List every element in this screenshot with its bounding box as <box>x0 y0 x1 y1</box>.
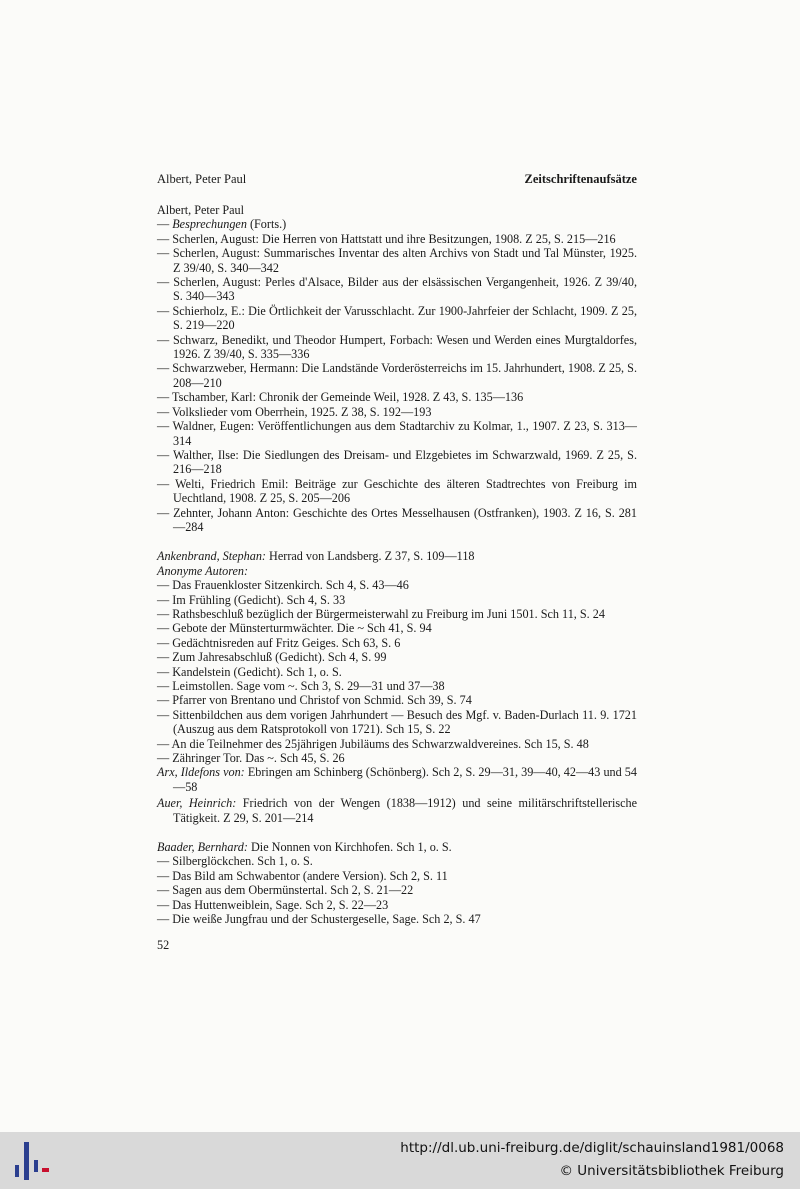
list-item: — Silberglöckchen. Sch 1, o. S. <box>157 854 313 869</box>
list-item: — Tschamber, Karl: Chronik der Gemeinde Weil, 1928. Z 43, S. 135—136 <box>157 390 524 405</box>
list-item: — Scherlen, August: Die Herren von Hattstatt und ihre Besitzungen, 1908. Z 25, S. 215—216 <box>157 231 616 246</box>
list-item: — Zehnter, Johann Anton: Geschichte des Ortes Messelhausen (Ostfranken), 1903. Z 16, S. 281—284 <box>157 505 637 534</box>
list-item: — Scherlen, August: Summarisches Inventar des alten Archivs von Stadt und Tal Münster, 1925. Z 39/40, S. 340—342 <box>157 246 637 275</box>
list-item: — Die weiße Jungfrau und der Schustergeselle, Sage. Sch 2, S. 47 <box>157 912 481 927</box>
list-item: — Zum Jahresabschluß (Gedicht). Sch 4, S. 99 <box>157 650 387 665</box>
list-item: — Welti, Friedrich Emil: Beiträge zur Geschichte des älteren Stadtrechtes von Freiburg im Uechtland, 1908. Z 25, S. 205—206 <box>157 476 637 506</box>
author-name: Baader, Bernhard: <box>157 840 248 855</box>
running-head-section: Zeitschriftenaufsätze <box>524 172 637 186</box>
document-body <box>157 203 637 927</box>
entry-arx <box>157 765 637 794</box>
entry-text: Friedrich von der Wengen (1838—1912) und seine militärschriftstellerische Tätigkeit. Z 29, S. 201—214 <box>173 796 637 825</box>
list-item: — Sittenbildchen aus dem vorigen Jahrhundert — Besuch des Mgf. v. Baden-Durlach 11. 9. 1721 (Auszug aus dem Ratsprotokoll von 1721). Sch 15, S. 22 <box>157 707 637 737</box>
author-name: Ankenbrand, Stephan: <box>157 549 266 564</box>
viewer-footer <box>0 1132 800 1189</box>
list-item: — Waldner, Eugen: Veröffentlichungen aus dem Stadtarchiv zu Kolmar, 1., 1907. Z 23, S. 313—314 <box>157 419 637 448</box>
ub-freiburg-logo-icon <box>12 1138 52 1184</box>
list-item: — Schierholz, E.: Die Örtlichkeit der Varusschlacht. Zur 1900-Jahrfeier der Schlacht, 1909. Z 25, S. 219—220 <box>157 303 637 333</box>
anonyme-autoren-label: Anonyme Autoren: <box>157 563 249 578</box>
entry-baader <box>157 840 637 854</box>
entry-heading: Albert, Peter Paul <box>157 203 244 217</box>
list-item: — Schwarz, Benedikt, und Theodor Humpert, Forbach: Wesen und Werden eines Murgtaldorfes, 1926. Z 39/40, S. 335—336 <box>157 332 637 362</box>
entry-text: Die Nonnen von Kirchhofen. Sch 1, o. S. <box>247 840 452 855</box>
list-item: — An die Teilnehmer des 25jährigen Jubiläums des Schwarzwaldvereines. Sch 15, S. 48 <box>157 736 589 751</box>
list-item: — Gebote der Münsterturmwächter. Die ~ Sch 41, S. 94 <box>157 621 432 636</box>
author-name: Auer, Heinrich: <box>157 796 237 811</box>
list-item: — Schwarzweber, Hermann: Die Landstände Vorderösterreichs im 15. Jahrhundert, 1908. Z 25, S. 208—210 <box>157 361 637 390</box>
list-item: — Das Huttenweiblein, Sage. Sch 2, S. 22—23 <box>157 897 389 912</box>
spacer <box>157 534 637 549</box>
subheading-suffix: (Forts.) <box>246 217 287 232</box>
list-item: — Rathsbeschluß bezüglich der Bürgermeisterwahl zu Freiburg im Juni 1501. Sch 11, S. 24 <box>157 606 605 621</box>
entry-auer <box>157 796 637 825</box>
list-item: — Sagen aus dem Obermünstertal. Sch 2, S. 21—22 <box>157 883 414 898</box>
document-url-link[interactable]: http://dl.ub.uni-freiburg.de/diglit/schauinsland1981/0068 <box>400 1140 784 1156</box>
dash: — <box>157 217 173 232</box>
list-item: — Scherlen, August: Perles d'Alsace, Bilder aus der elsässischen Vergangenheit, 1926. Z 39/40, S. 340—343 <box>157 275 637 304</box>
list-item: — Im Frühling (Gedicht). Sch 4, S. 33 <box>157 592 346 607</box>
list-item: — Kandelstein (Gedicht). Sch 1, o. S. <box>157 664 342 679</box>
entry-text: Herrad von Landsberg. Z 37, S. 109—118 <box>266 549 475 564</box>
list-item: — Volkslieder vom Oberrhein, 1925. Z 38, S. 192—193 <box>157 404 432 419</box>
list-item: — Gedächtnisreden auf Fritz Geiges. Sch 63, S. 6 <box>157 635 401 650</box>
list-item: — Das Frauenkloster Sitzenkirch. Sch 4, S. 43—46 <box>157 578 409 593</box>
page-number: 52 <box>157 938 170 952</box>
subheading-label: Besprechungen <box>172 217 247 232</box>
spacer <box>157 825 637 840</box>
list-item: — Walther, Ilse: Die Siedlungen des Dreisam- und Elzgebietes im Schwarzwald, 1969. Z 25, S. 216—218 <box>157 447 637 477</box>
author-name: Arx, Ildefons von: <box>157 765 245 780</box>
list-item: — Das Bild am Schwabentor (andere Version). Sch 2, S. 11 <box>157 868 448 883</box>
copyright-notice: © Universitätsbibliothek Freiburg <box>559 1163 784 1179</box>
list-item: — Zähringer Tor. Das ~. Sch 45, S. 26 <box>157 751 345 766</box>
list-item: — Pfarrer von Brentano und Christof von Schmid. Sch 39, S. 74 <box>157 693 472 708</box>
entry-ankenbrand <box>157 549 637 563</box>
list-item: — Leimstollen. Sage vom ~. Sch 3, S. 29—31 und 37—38 <box>157 679 445 693</box>
entry-text: Ebringen am Schinberg (Schönberg). Sch 2, S. 29—31, 39—40, 42—43 und 54—58 <box>173 765 637 794</box>
running-head-author: Albert, Peter Paul <box>157 172 247 186</box>
entry-subheading <box>157 217 637 231</box>
